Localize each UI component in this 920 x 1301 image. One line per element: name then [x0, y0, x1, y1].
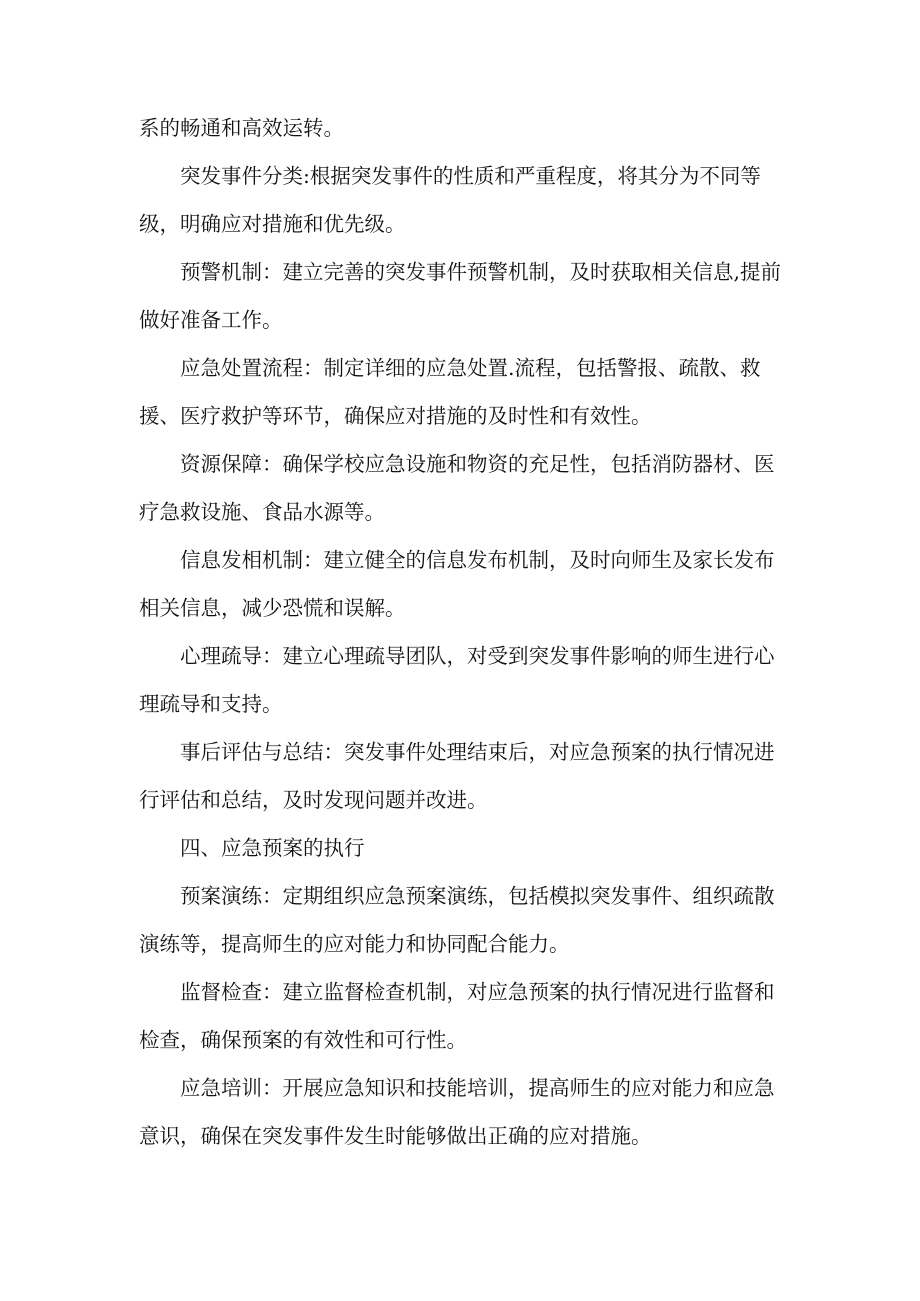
paragraph-event-classification: 突发事件分类:根据突发事件的性质和严重程度，将其分为不同等级，明确应对措施和优先级。 [139, 164, 761, 236]
paragraph-drills: 预案演练：定期组织应急预案演练，包括模拟突发事件、组织疏散演练等，提高师生的应对能力和协同配合能力。 [139, 884, 775, 956]
paragraph-training: 应急培训：开展应急知识和技能培训，提高师生的应对能力和应急意识，确保在突发事件发生时能够做出正确的应对措施。 [139, 1076, 775, 1148]
paragraph-information-release: 信息发相机制：建立健全的信息发布机制，及时向师生及家长发布相关信息，减少恐慌和误解。 [139, 548, 775, 620]
document-body [139, 104, 784, 1160]
paragraph-early-warning: 预警机制：建立完善的突发事件预警机制，及时获取相关信息,提前做好准备工作。 [139, 260, 782, 332]
section-heading-execution: 四、应急预案的执行 [180, 836, 365, 860]
paragraph-post-event-evaluation: 事后评估与总结：突发事件处理结束后，对应急预案的执行情况进行评估和总结，及时发现问题并改进。 [139, 740, 775, 812]
paragraph-psychological-counseling: 心理疏导：建立心理疏导团队，对受到突发事件影响的师生进行心理疏导和支持。 [139, 644, 775, 716]
paragraph-supervision: 监督检查：建立监督检查机制，对应急预案的执行情况进行监督和检查，确保预案的有效性和可行性。 [139, 980, 775, 1052]
paragraph-resource-support: 资源保障：确保学校应急设施和物资的充足性，包括消防器材、医疗急救设施、食品水源等。 [139, 452, 775, 524]
paragraph-continuation: 系的畅通和高效运转。 [139, 116, 344, 140]
paragraph-response-process: 应急处置流程：制定详细的应急处置.流程，包括警报、疏散、救援、医疗救护等环节，确保应对措施的及时性和有效性。 [139, 356, 761, 428]
